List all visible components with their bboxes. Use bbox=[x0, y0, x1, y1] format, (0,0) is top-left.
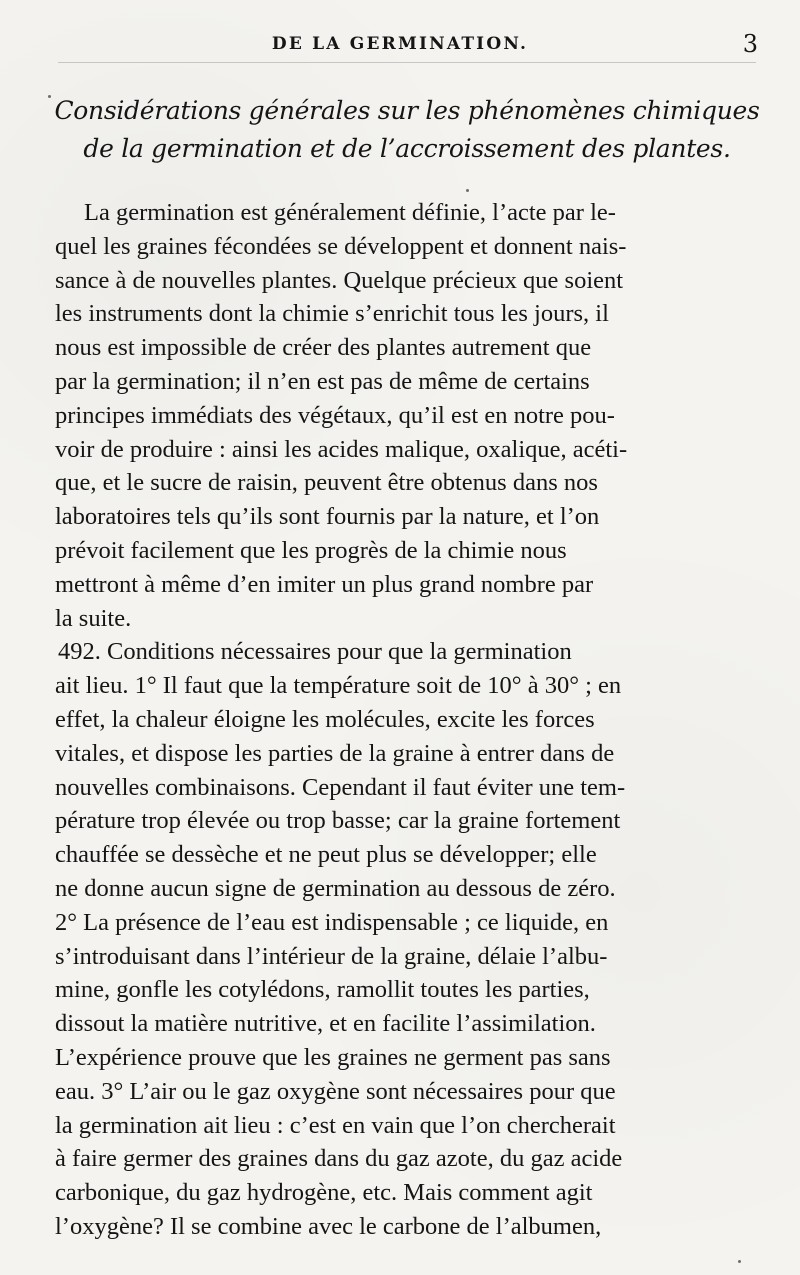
text-line: nouvelles combinaisons. Cependant il faut éviter une tem- bbox=[55, 773, 626, 801]
section-heading-line: Considérations générales sur les phénomènes chimiques bbox=[54, 96, 760, 125]
text-line: chauffée se dessèche et ne peut plus se développer; elle bbox=[55, 841, 597, 869]
text-line: mettront à même d’en imiter un plus grand nombre par bbox=[55, 570, 594, 598]
text-line: sance à de nouvelles plantes. Quelque précieux que soient bbox=[55, 266, 624, 294]
text-line: L’expérience prouve que les graines ne germent pas sans bbox=[55, 1043, 611, 1071]
text-line: les instruments dont la chimie s’enrichit tous les jours, il bbox=[55, 300, 609, 328]
text-line: la germination ait lieu : c’est en vain que l’on chercherait bbox=[55, 1111, 616, 1139]
text-line: ne donne aucun signe de germination au dessous de zéro. bbox=[55, 874, 616, 902]
text-line: prévoit facilement que les progrès de la chimie nous bbox=[55, 536, 567, 564]
print-mark bbox=[466, 189, 469, 192]
text-line: la suite. bbox=[55, 604, 132, 632]
text-line: La germination est généralement définie, l’acte par le- bbox=[84, 199, 616, 226]
section-heading bbox=[47, 92, 767, 168]
header-rule bbox=[58, 62, 756, 63]
text-line: nous est impossible de créer des plantes autrement que bbox=[55, 334, 592, 362]
print-mark bbox=[738, 1260, 741, 1263]
running-head bbox=[0, 30, 800, 60]
text-line: laboratoires tels qu’ils sont fournis par la nature, et l’on bbox=[55, 503, 600, 531]
print-mark bbox=[48, 95, 51, 98]
text-line: principes immédiats des végétaux, qu’il est en notre pou- bbox=[55, 401, 615, 429]
text-line: par la germination; il n’en est pas de même de certains bbox=[55, 367, 590, 395]
text-line: effet, la chaleur éloigne les molécules, excite les forces bbox=[55, 705, 595, 733]
text-line: quel les graines fécondées se développent et donnent nais- bbox=[55, 232, 627, 260]
text-line: l’oxygène? Il se combine avec le carbone de l’albumen, bbox=[55, 1212, 602, 1240]
text-line: dissout la matière nutritive, et en facilite l’assimilation. bbox=[55, 1010, 596, 1038]
text-line: mine, gonfle les cotylédons, ramollit toutes les parties, bbox=[55, 976, 590, 1004]
text-line: ait lieu. 1° Il faut que la température soit de 10° à 30° ; en bbox=[55, 672, 622, 700]
text-line: à faire germer des graines dans du gaz azote, du gaz acide bbox=[55, 1145, 623, 1173]
text-line: 2° La présence de l’eau est indispensable ; ce liquide, en bbox=[55, 908, 609, 936]
text-line: eau. 3° L’air ou le gaz oxygène sont nécessaires pour que bbox=[55, 1077, 616, 1105]
text-line: s’introduisant dans l’intérieur de la graine, délaie l’albu- bbox=[55, 942, 608, 970]
page-body-text bbox=[55, 196, 760, 1244]
section-subheading-line: 492. Conditions nécessaires pour que la germination bbox=[58, 638, 572, 666]
text-line: carbonique, du gaz hydrogène, etc. Mais comment agit bbox=[55, 1179, 593, 1207]
text-line: que, et le sucre de raisin, peuvent être obtenus dans nos bbox=[55, 469, 598, 497]
text-line: voir de produire : ainsi les acides malique, oxalique, acéti- bbox=[55, 435, 628, 463]
page-number: 3 bbox=[742, 30, 758, 58]
text-line: pérature trop élevée ou trop basse; car la graine fortement bbox=[55, 807, 621, 835]
text-line: vitales, et dispose les parties de la graine à entrer dans de bbox=[55, 739, 615, 767]
section-heading-line: de la germination et de l’accroissement des plantes. bbox=[83, 134, 731, 163]
running-title: DE LA GERMINATION. bbox=[271, 34, 529, 54]
